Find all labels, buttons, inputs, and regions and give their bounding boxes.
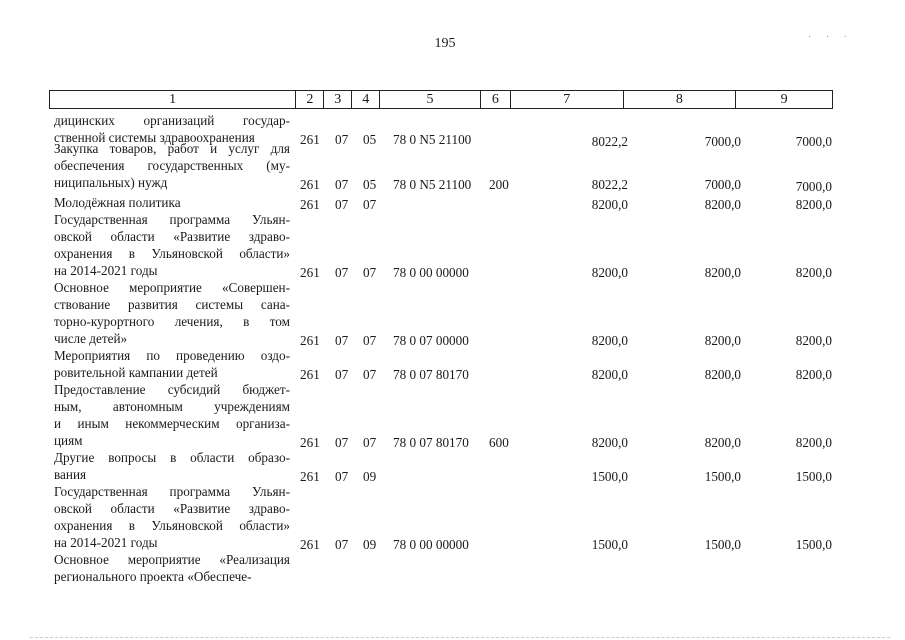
header-cell-9: 9 bbox=[780, 92, 788, 107]
cell-c9: 8200,0 bbox=[795, 333, 832, 348]
cell-c3: 07 bbox=[335, 177, 349, 192]
cell-c2: 261 bbox=[300, 197, 320, 212]
cell-c8: 8200,0 bbox=[704, 367, 741, 382]
row-description: Закупка товаров, работ и услуг для обеспечения государственных (му- ниципальных) нужд bbox=[54, 141, 290, 190]
header-cell-5: 5 bbox=[380, 91, 481, 108]
cell-c5: 78 0 07 80170 bbox=[393, 367, 469, 382]
cell-c9: 7000,0 bbox=[795, 179, 832, 194]
cell-c7: 8022,2 bbox=[591, 177, 628, 192]
row-description: Государственная программа Ульян- овской области «Развитие здраво- охранения в Ульяновской области» на 2014-2021 годы bbox=[54, 484, 290, 550]
cell-c7: 1500,0 bbox=[591, 469, 628, 484]
row-description: Государственная программа Ульян- овской области «Развитие здраво- охранения в Ульяновской области» на 2014-2021 годы bbox=[54, 212, 290, 278]
cell-c8: 1500,0 bbox=[704, 537, 741, 552]
row-description: Предоставление субсидий бюджет- ным, автономным учреждениям и иным некоммерческим организа- циям bbox=[54, 382, 290, 448]
cell-c9: 1500,0 bbox=[795, 469, 832, 484]
cell-c4: 09 bbox=[363, 469, 377, 484]
cell-c4: 07 bbox=[363, 367, 377, 382]
cell-c5: 78 0 N5 21100 bbox=[393, 177, 472, 192]
cell-c7: 8200,0 bbox=[591, 197, 628, 212]
cell-c2: 261 bbox=[300, 367, 320, 382]
cell-c2: 261 bbox=[300, 537, 320, 552]
cell-c2: 261 bbox=[300, 469, 320, 484]
cell-c8: 7000,0 bbox=[704, 177, 741, 192]
cell-c6: 200 bbox=[489, 177, 509, 192]
cell-c2: 261 bbox=[300, 333, 320, 348]
header-cell-6: 6 bbox=[481, 91, 511, 108]
cell-c2: 261 bbox=[300, 132, 320, 147]
cell-c9: 8200,0 bbox=[795, 367, 832, 382]
cell-c3: 07 bbox=[335, 132, 349, 147]
cell-c8: 8200,0 bbox=[704, 265, 741, 280]
cell-c9: 8200,0 bbox=[795, 435, 832, 450]
cell-c3: 07 bbox=[335, 469, 349, 484]
cell-c5: 78 0 N5 21100 bbox=[393, 132, 472, 147]
row-description: Основное мероприятие «Совершен- ствование развития системы сана- торно-курортного лечения, в том числе детей» bbox=[54, 280, 290, 346]
cell-c3: 07 bbox=[335, 197, 349, 212]
cell-c7: 8200,0 bbox=[591, 367, 628, 382]
cell-c9: 7000,0 bbox=[795, 134, 832, 149]
header-cell-4: 4 bbox=[352, 91, 380, 108]
cell-c8: 1500,0 bbox=[704, 469, 741, 484]
row-description: Мероприятия по проведению оздо- ровительной кампании детей bbox=[54, 348, 290, 380]
cell-c8: 8200,0 bbox=[704, 435, 741, 450]
cell-c7: 8022,2 bbox=[591, 134, 628, 149]
cell-c7: 1500,0 bbox=[591, 537, 628, 552]
cell-c3: 07 bbox=[335, 367, 349, 382]
cell-c3: 07 bbox=[335, 333, 349, 348]
cell-c5: 78 0 00 00000 bbox=[393, 265, 469, 280]
cell-c8: 8200,0 bbox=[704, 333, 741, 348]
cell-c4: 05 bbox=[363, 132, 377, 147]
cell-c3: 07 bbox=[335, 537, 349, 552]
cell-c8: 8200,0 bbox=[704, 197, 741, 212]
cell-c9: 8200,0 bbox=[795, 197, 832, 212]
cell-c4: 07 bbox=[363, 265, 377, 280]
header-cell-8: 8 bbox=[624, 91, 737, 108]
header-cell-1: 1 bbox=[50, 91, 296, 108]
header-cell-2: 2 bbox=[296, 91, 324, 108]
page-number: 195 bbox=[434, 36, 456, 51]
cell-c7: 8200,0 bbox=[591, 265, 628, 280]
cell-c2: 261 bbox=[300, 435, 320, 450]
cell-c2: 261 bbox=[300, 177, 320, 192]
cell-c9: 1500,0 bbox=[795, 537, 832, 552]
table-header bbox=[49, 90, 833, 109]
cell-c3: 07 bbox=[335, 435, 349, 450]
cell-c5: 78 0 00 00000 bbox=[393, 537, 469, 552]
scan-dots: · · · bbox=[808, 32, 853, 43]
cell-c7: 8200,0 bbox=[591, 333, 628, 348]
row-description: Молодёжная политика bbox=[54, 195, 181, 210]
cell-c6: 600 bbox=[489, 435, 509, 450]
cell-c4: 09 bbox=[363, 537, 377, 552]
cell-c8: 7000,0 bbox=[704, 134, 741, 149]
cell-c4: 07 bbox=[363, 435, 377, 450]
cell-c4: 07 bbox=[363, 197, 377, 212]
scan-edge bbox=[30, 637, 890, 638]
cell-c5: 78 0 07 00000 bbox=[393, 333, 469, 348]
header-cell-7: 7 bbox=[511, 91, 624, 108]
cell-c4: 05 bbox=[363, 177, 377, 192]
cell-c4: 07 bbox=[363, 333, 377, 348]
cell-c3: 07 bbox=[335, 265, 349, 280]
header-cell-3: 3 bbox=[324, 91, 352, 108]
row-description: Основное мероприятие «Реализация регионального проекта «Обеспече- bbox=[54, 552, 290, 584]
row-description: Другие вопросы в области образо- вания bbox=[54, 450, 290, 482]
cell-c7: 8200,0 bbox=[591, 435, 628, 450]
row-description: дицинских организаций государ- ственной системы здравоохранения bbox=[54, 113, 290, 145]
cell-c9: 8200,0 bbox=[795, 265, 832, 280]
cell-c2: 261 bbox=[300, 265, 320, 280]
cell-c5: 78 0 07 80170 bbox=[393, 435, 469, 450]
